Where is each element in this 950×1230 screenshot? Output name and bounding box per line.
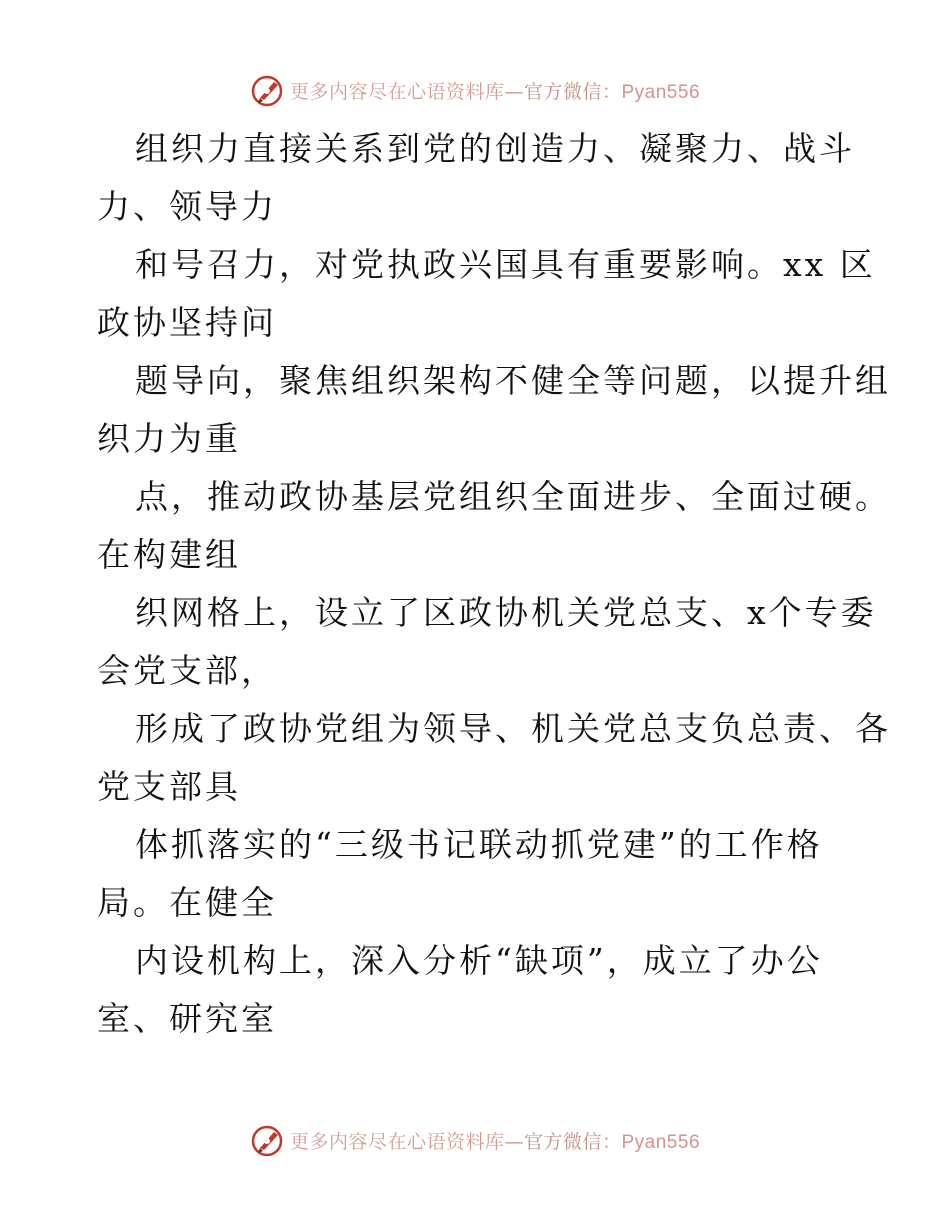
body-text <box>97 120 891 1048</box>
pen-logo-icon <box>250 1122 286 1158</box>
watermark-banner-top <box>0 70 950 110</box>
text-line: 织力为重 <box>97 419 241 458</box>
watermark-main: 更多内容尽在心语资料库 <box>289 80 505 103</box>
text-line: 题导向，聚焦组织架构不健全等问题，以提升组 <box>135 361 891 400</box>
text-line: 党支部具 <box>97 767 241 806</box>
watermark-text <box>290 1127 700 1154</box>
text-line: 点，推动政协基层党组织全面进步、全面过硬。 <box>135 477 891 516</box>
text-line: 织网格上，设立了区政协机关党总支、x个专委 <box>135 593 877 632</box>
watermark-wechat-id: Pyan556 <box>621 1131 701 1153</box>
watermark-label: 官方微信： <box>523 1130 622 1153</box>
watermark-text <box>290 77 700 104</box>
watermark-dash: — <box>504 1130 524 1153</box>
watermark-banner-bottom <box>0 1120 950 1160</box>
text-line: 组织力直接关系到党的创造力、凝聚力、战斗 <box>135 129 855 168</box>
pen-logo-icon <box>250 72 286 108</box>
watermark-wechat-id: Pyan556 <box>621 81 701 103</box>
text-line: 在构建组 <box>97 535 241 574</box>
text-line: 会党支部， <box>97 651 277 690</box>
text-line: 和号召力，对党执政兴国具有重要影响。xx 区 <box>135 245 876 284</box>
watermark-dash: — <box>504 80 524 103</box>
watermark-main: 更多内容尽在心语资料库 <box>289 1130 505 1153</box>
text-line: 政协坚持问 <box>97 303 277 342</box>
text-line: 形成了政协党组为领导、机关党总支负总责、各 <box>135 709 891 748</box>
text-line: 室、研究室 <box>97 999 277 1038</box>
text-line: 体抓落实的“三级书记联动抓党建”的工作格 <box>135 825 823 864</box>
text-line: 力、领导力 <box>97 187 277 226</box>
watermark-label: 官方微信： <box>523 80 622 103</box>
text-line: 局。在健全 <box>97 883 277 922</box>
text-line: 内设机构上，深入分析“缺项”，成立了办公 <box>135 941 823 980</box>
